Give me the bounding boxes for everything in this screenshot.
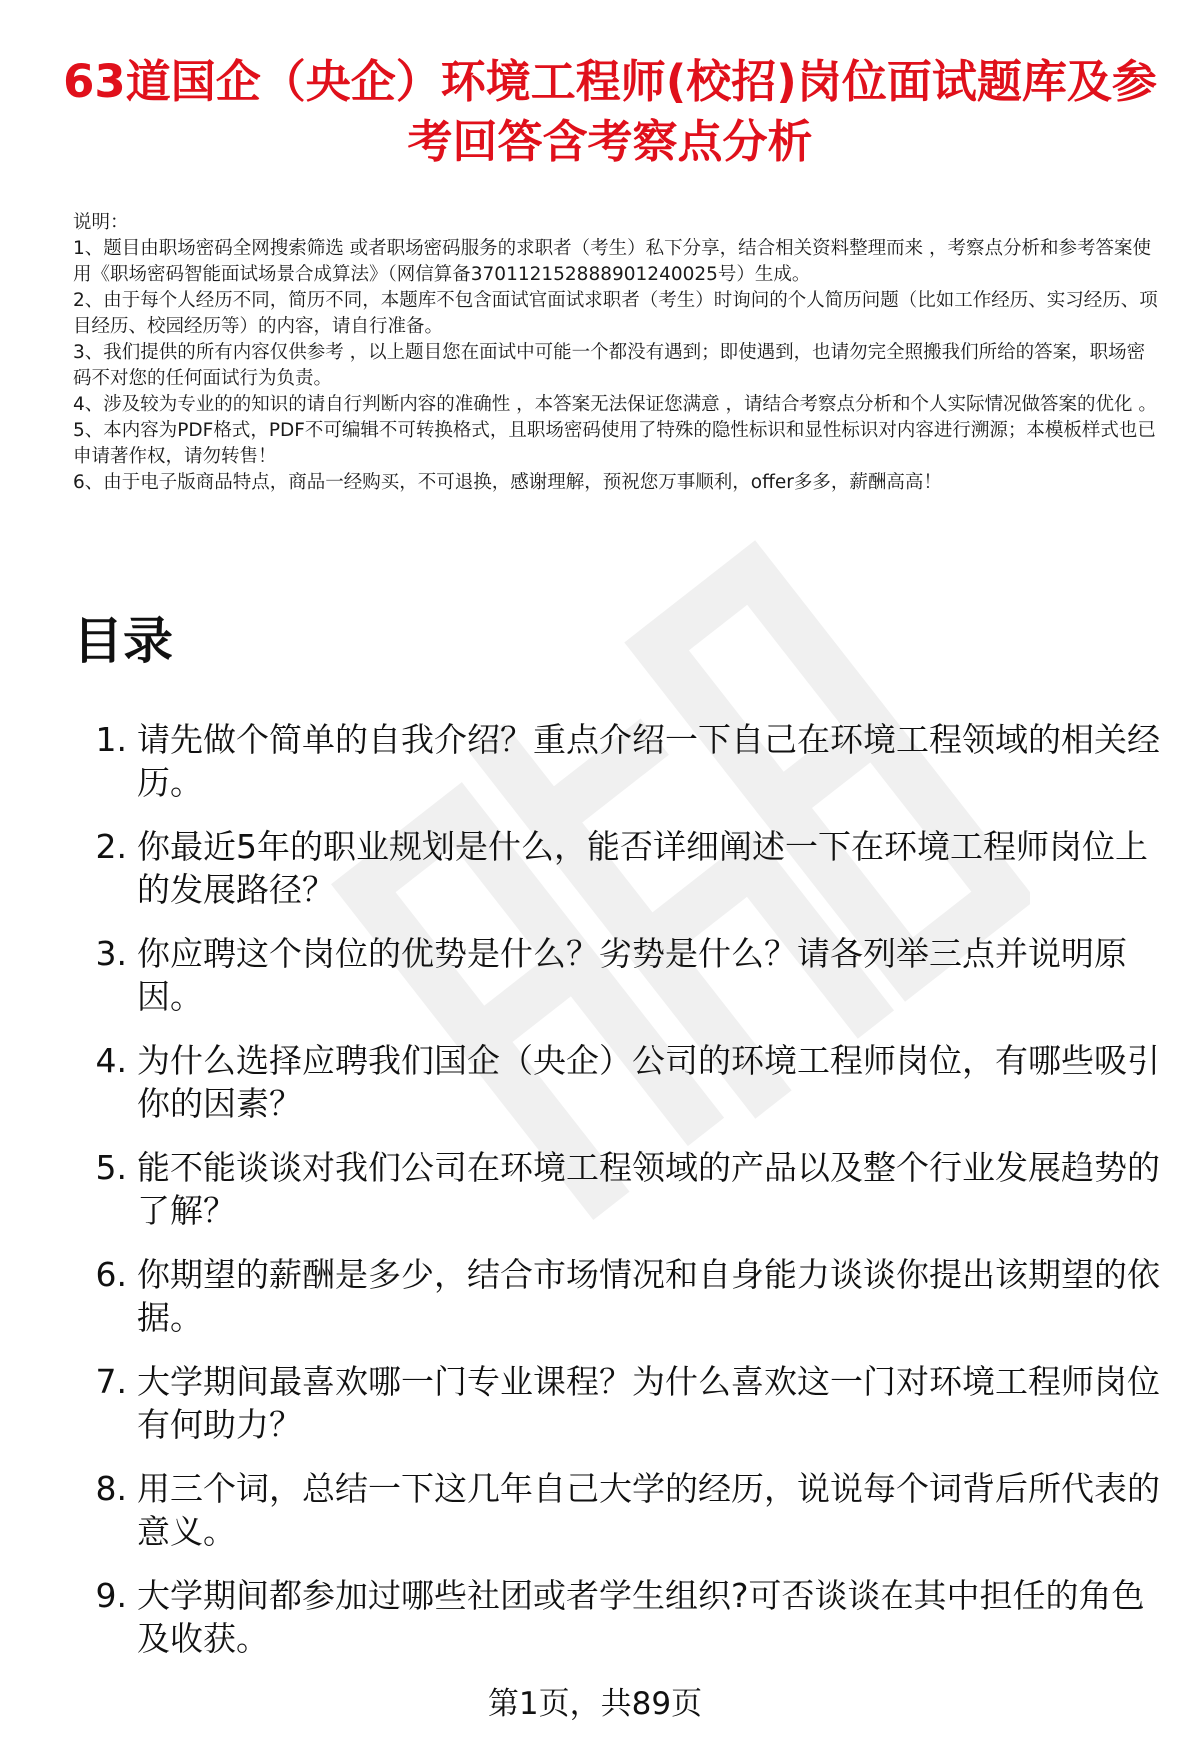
toc-item-number: 4. bbox=[95, 1041, 127, 1080]
toc-item-number: 1. bbox=[95, 720, 127, 759]
toc-item-number: 3. bbox=[95, 934, 127, 973]
toc-item-number: 7. bbox=[95, 1362, 127, 1401]
toc-list bbox=[73, 718, 1168, 1681]
note-item: 6、由于电子版商品特点，商品一经购买，不可退换，感谢理解，预祝您万事顺利，offer多多，薪酬高高！ bbox=[73, 472, 942, 493]
note-item: 5、本内容为PDF格式，PDF不可编辑不可转换格式，且职场密码使用了特殊的隐性标识和显性标识对内容进行溯源；本模板样式也已申请著作权，请勿转售！ bbox=[73, 420, 1156, 467]
toc-item[interactable] bbox=[73, 1253, 1168, 1360]
toc-item-text: 大学期间最喜欢哪一门专业课程？为什么喜欢这一门对环境工程师岗位有何助力？ bbox=[137, 1362, 1160, 1444]
toc-item-text: 请先做个简单的自我介绍？重点介绍一下自己在环境工程领域的相关经历。 bbox=[137, 720, 1160, 802]
toc-item[interactable] bbox=[73, 718, 1168, 825]
toc-item-number: 6. bbox=[95, 1255, 127, 1294]
toc-item[interactable] bbox=[73, 1039, 1168, 1146]
notes-section bbox=[73, 210, 1163, 496]
toc-heading: 目录 bbox=[73, 612, 173, 670]
toc-item-number: 9. bbox=[95, 1576, 127, 1615]
toc-item-text: 你应聘这个岗位的优势是什么？劣势是什么？请各列举三点并说明原因。 bbox=[137, 934, 1127, 1016]
toc-item-text: 你最近5年的职业规划是什么，能否详细阐述一下在环境工程师岗位上的发展路径？ bbox=[137, 827, 1148, 909]
toc-item-text: 能不能谈谈对我们公司在环境工程领域的产品以及整个行业发展趋势的了解？ bbox=[137, 1148, 1160, 1230]
toc-item[interactable] bbox=[73, 932, 1168, 1039]
document-title: 63道国企（央企）环境工程师(校招)岗位面试题库及参考回答含考察点分析 bbox=[63, 55, 1157, 168]
toc-item[interactable] bbox=[73, 1146, 1168, 1253]
toc-item-number: 2. bbox=[95, 827, 127, 866]
toc-item-number: 5. bbox=[95, 1148, 127, 1187]
toc-item-text: 你期望的薪酬是多少，结合市场情况和自身能力谈谈你提出该期望的依据。 bbox=[137, 1255, 1160, 1337]
toc-item-text: 为什么选择应聘我们国企（央企）公司的环境工程师岗位，有哪些吸引你的因素？ bbox=[137, 1041, 1160, 1123]
toc-item[interactable] bbox=[73, 825, 1168, 932]
page-footer: 第1页，共89页 bbox=[487, 1686, 703, 1722]
note-item: 4、涉及较为专业的的知识的请自行判断内容的准确性 ，本答案无法保证您满意 ，请结合考察点分析和个人实际情况做答案的优化 。 bbox=[73, 394, 1157, 415]
toc-item-text: 用三个词，总结一下这几年自己大学的经历，说说每个词背后所代表的意义。 bbox=[137, 1469, 1160, 1551]
toc-item[interactable] bbox=[73, 1574, 1168, 1681]
toc-item[interactable] bbox=[73, 1467, 1168, 1574]
note-item: 1、题目由职场密码全网搜索筛选 或者职场密码服务的求职者（考生）私下分享，结合相关资料整理而来 ，考察点分析和参考答案使用《职场密码智能面试场景合成算法》（网信算备370112152888901240025号）生成。 bbox=[73, 238, 1152, 285]
notes-heading: 说明： bbox=[73, 212, 129, 233]
toc-item-number: 8. bbox=[95, 1469, 127, 1508]
toc-item-text: 大学期间都参加过哪些社团或者学生组织?可否谈谈在其中担任的角色及收获。 bbox=[137, 1576, 1145, 1658]
note-item: 2、由于每个人经历不同，简历不同，本题库不包含面试官面试求职者（考生）时询问的个人简历问题（比如工作经历、实习经历、项目经历、校园经历等）的内容，请自行准备。 bbox=[73, 290, 1158, 337]
note-item: 3、我们提供的所有内容仅供参考 ，以上题目您在面试中可能一个都没有遇到；即使遇到，也请勿完全照搬我们所给的答案，职场密码不对您的任何面试行为负责。 bbox=[73, 342, 1146, 389]
toc-item[interactable] bbox=[73, 1360, 1168, 1467]
